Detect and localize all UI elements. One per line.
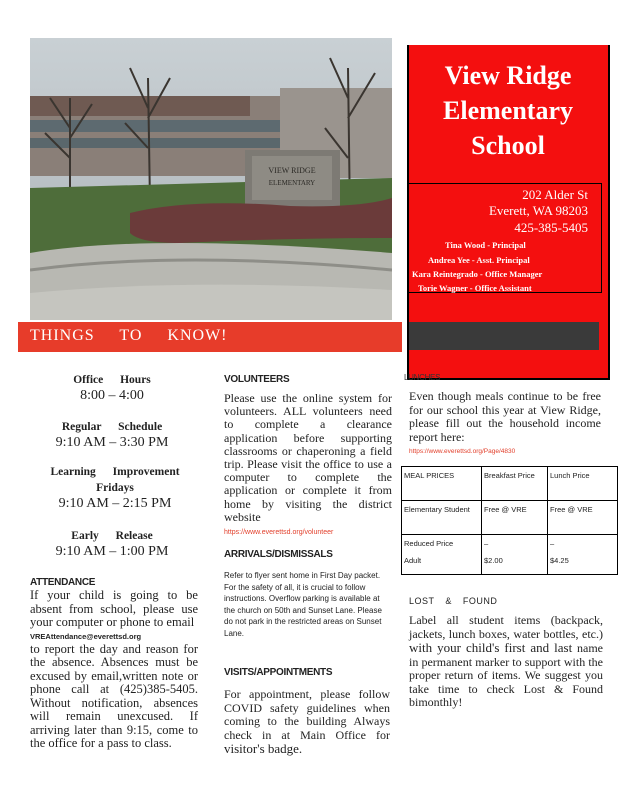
lost-found-text: Label all student items (backpack, jackets, lunch boxes, water bottles, etc.) [409, 613, 603, 641]
staff-line: Torie Wagner - Office Assistant [418, 283, 532, 293]
table-cell: $2.00 [482, 552, 548, 574]
things-to-know-title: THINGS TO KNOW! [30, 327, 228, 344]
staff-line: Kara Reintegrado - Office Manager [412, 269, 543, 279]
school-name-line: View Ridge [444, 61, 572, 90]
visits-title: VISITS/APPOINTMENTS [224, 667, 333, 678]
schedule-time: 9:10 AM – 2:15 PM [58, 496, 172, 511]
attendance-email[interactable]: VREAttendance@everettsd.org [30, 631, 142, 641]
svg-text:VIEW RIDGE: VIEW RIDGE [268, 166, 316, 175]
schedule-heading: Office Hours [73, 374, 151, 386]
address-street: 202 Alder St [522, 187, 588, 202]
lunch-title: LUNCHES [404, 373, 441, 382]
volunteers-title: VOLUNTEERS [224, 374, 290, 385]
table-row [402, 467, 618, 501]
table-row [402, 535, 618, 553]
table-row [402, 501, 618, 535]
school-photo [30, 38, 392, 320]
visits-badge-text: visitor's badge. [224, 741, 303, 756]
table-header-cell: MEAL PRICES [402, 467, 482, 501]
school-name [408, 58, 608, 163]
volunteer-link[interactable]: https://www.everettsd.org/volunteer [224, 529, 334, 536]
lost-found-body [409, 614, 603, 710]
table-row [402, 552, 618, 574]
table-cell: Elementary Student [402, 501, 482, 535]
table-cell: Adult [402, 552, 482, 574]
staff-line: Andrea Yee - Asst. Principal [428, 255, 530, 265]
visits-text: For appointment, please follow COVID safety guidelines when coming to the building Always check in at Main Office for [224, 687, 390, 742]
table-cell: $4.25 [548, 552, 618, 574]
schedule-time: 9:10 AM – 3:30 PM [55, 435, 169, 450]
schedule-heading: Regular Schedule [61, 421, 163, 433]
table-cell: Free @ VRE [548, 501, 618, 535]
arrivals-title: ARRIVALS/DISMISSALS [224, 549, 333, 560]
meal-price-table [401, 466, 618, 575]
address-city: Everett, WA 98203 [488, 203, 588, 218]
schedule-lif [30, 464, 200, 512]
staff-line: Tina Wood - Principal [445, 240, 526, 250]
school-name-line: School [471, 131, 545, 160]
attendance-title: ATTENDANCE [30, 577, 96, 588]
schedule-regular [22, 419, 202, 451]
schedule-heading: Learning Improvement Fridays [50, 466, 180, 494]
school-name-line: Elementary [443, 96, 573, 125]
attendance-text: If your child is going to be absent from school, please use your computer or phone to email [30, 588, 198, 629]
schedule-early [22, 528, 202, 560]
svg-text:ELEMENTARY: ELEMENTARY [268, 179, 316, 187]
visits-body [224, 688, 390, 757]
lost-found-text: name in permanent marker to support with the proper return of items. We suggest you take time to check Lost & Found bimonthly! [409, 641, 603, 709]
arrivals-text: Refer to flyer sent home in First Day packet. For the safety of all, it is crucial to follow instructions. Overflow parking is available at the church on 50th and Sunset Lane. Please do not park in the restricted areas on Sunset Lane. [224, 571, 382, 638]
table-cell: – [548, 535, 618, 553]
table-header-cell: Breakfast Price [482, 467, 548, 501]
table-cell: – [482, 535, 548, 553]
schedule-heading: Early Release [71, 530, 153, 542]
schedule-time: 9:10 AM – 1:00 PM [55, 544, 169, 559]
attendance-body [30, 589, 198, 751]
lost-found-text-emph: with your child's first and last [409, 640, 573, 655]
lunch-text: Even though meals continue to be free for our school this year at View Ridge, please fill out the household income report here: [409, 389, 601, 444]
table-header-cell: Lunch Price [548, 467, 618, 501]
lost-found-title: LOST & FOUND [409, 596, 498, 606]
table-cell: Free @ VRE [482, 501, 548, 535]
volunteers-text: Please use the online system for volunteers. ALL volunteers need to complete a clearance application before supporting classrooms or chaperoning a field trip. Please visit the office to use a computer to complete the application or complete it from home by visiting the district website [224, 391, 392, 524]
schedule-time: 8:00 – 4:00 [80, 388, 144, 403]
schedule-office [22, 372, 202, 404]
address-phone: 425-385-5405 [514, 220, 588, 235]
lunch-link[interactable]: https://www.everettsd.org/Page/4830 [409, 448, 516, 455]
attendance-text: to report the day and reason for the absence. Absences must be excused by email,written note or phone call at (425)385-5405. Without notification, absences will remain unexcused. If arriving later than 9:15, come to the office for a pass to class. [30, 641, 198, 750]
table-cell: Reduced Price [402, 535, 482, 553]
gray-bar [409, 322, 599, 350]
